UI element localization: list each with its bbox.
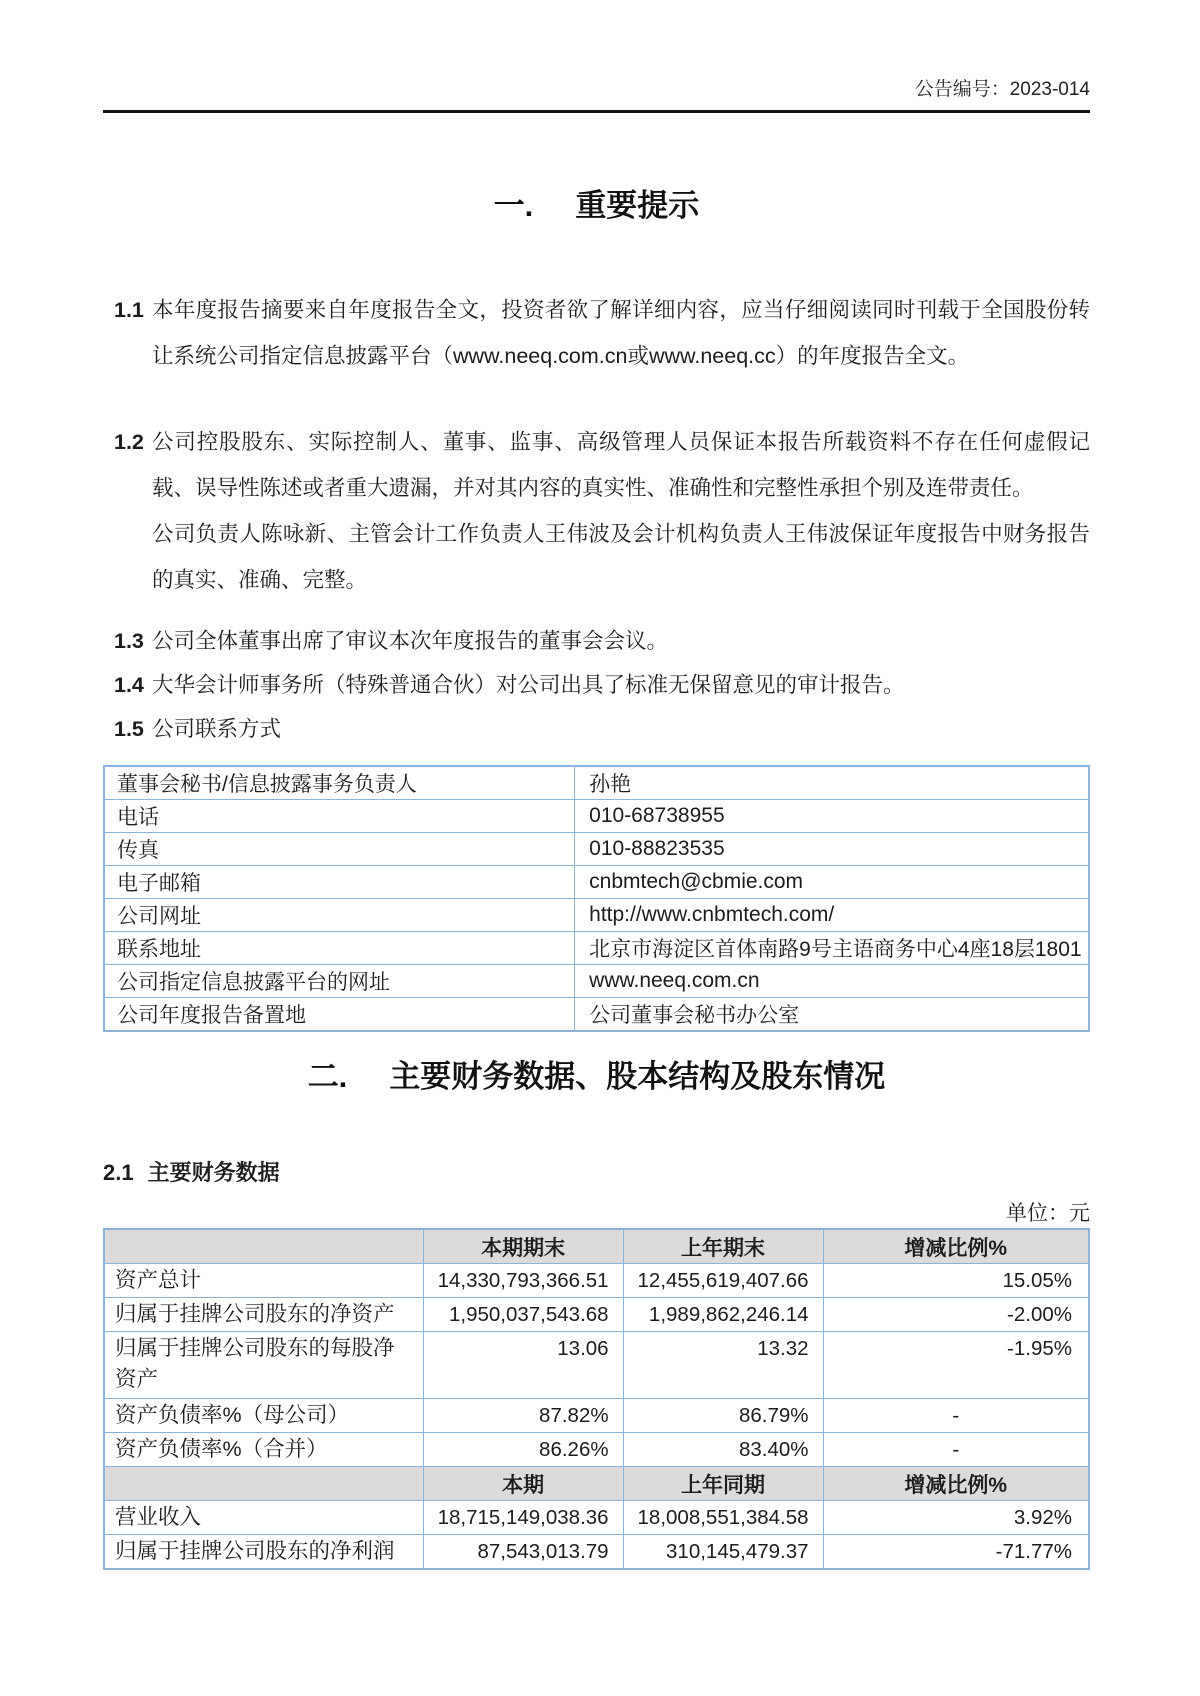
fin-row-net-assets-per-share [104,1332,1089,1399]
fin-header-row-period [104,1467,1089,1501]
item-body [152,663,1090,707]
section-2-heading-number: 二. [307,1059,348,1094]
contact-table [103,765,1090,1032]
fin-row-total-assets [104,1264,1089,1298]
fin-prior-value: 12,455,619,407.66 [623,1264,823,1298]
item-number: 1.4 [114,673,144,697]
fin-change-value: 15.05% [823,1264,1089,1298]
fin-current-value: 14,330,793,366.51 [423,1264,623,1298]
fin-change-value: - [823,1399,1089,1433]
item-paragraph: 大华会计师事务所（特殊普通合伙）对公司出具了标准无保留意见的审计报告。 [152,673,905,697]
fin-col-header-current-period: 本期 [423,1467,623,1501]
contact-value: 公司董事会秘书办公室 [575,998,1089,1032]
fin-row-label: 归属于挂牌公司股东的净资产 [104,1298,423,1332]
fin-row-label: 资产负债率%（母公司） [104,1399,423,1433]
fin-header-row-period-end [104,1229,1089,1264]
fin-col-header-prior-period: 上年同期 [623,1467,823,1501]
fin-change-value: - [823,1433,1089,1467]
contact-row [104,833,1089,866]
fin-change-value: -2.00% [823,1298,1089,1332]
contact-value: cnbmtech@cbmie.com [575,866,1089,899]
contact-row [104,800,1089,833]
notice-item-1-2 [103,419,1090,603]
subsection-title: 主要财务数据 [147,1160,280,1185]
section-2-heading-text: 主要财务数据、股本结构及股东情况 [389,1059,886,1094]
fin-current-value: 18,715,149,038.36 [423,1501,623,1535]
fin-current-value: 87.82% [423,1399,623,1433]
contact-value: 孙艳 [575,766,1089,800]
fin-prior-value: 310,145,479.37 [623,1535,823,1570]
item-paragraph: 本年度报告摘要来自年度报告全文，投资者欲了解详细内容，应当仔细阅读同时刊载于全国股份转让系统公司指定信息披露平台（www.neeq.com.cn或www.neeq.cc）的年度报告全文。 [152,298,1090,368]
fin-col-header-change-pct: 增减比例% [823,1467,1089,1501]
subsection-number: 2.1 [103,1160,134,1185]
fin-col-header-blank [104,1467,423,1501]
contact-label: 联系地址 [104,932,575,965]
item-number: 1.3 [114,629,144,653]
contact-row [104,932,1089,965]
contact-row [104,965,1089,998]
fin-prior-value: 86.79% [623,1399,823,1433]
contact-value: http://www.cnbmtech.com/ [575,899,1089,932]
fin-current-value: 87,543,013.79 [423,1535,623,1570]
fin-prior-value: 1,989,862,246.14 [623,1298,823,1332]
fin-current-value: 86.26% [423,1433,623,1467]
contact-row [104,899,1089,932]
item-body [152,619,1090,663]
fin-row-operating-revenue [104,1501,1089,1535]
contact-label: 董事会秘书/信息披露事务负责人 [104,766,575,800]
contact-label: 电子邮箱 [104,866,575,899]
fin-row-net-assets [104,1298,1089,1332]
fin-row-label: 资产负债率%（合并） [104,1433,423,1467]
contact-value: www.neeq.com.cn [575,965,1089,998]
fin-current-value: 1,950,037,543.68 [423,1298,623,1332]
section-1-heading [103,183,1090,229]
header-rule [103,110,1090,113]
contact-label: 公司指定信息披露平台的网址 [104,965,575,998]
subsection-2-1-heading [103,1158,1090,1188]
doc-number: 公告编号：2023-014 [914,79,1090,100]
fin-row-debt-ratio-parent [104,1399,1089,1433]
unit-label: 单位：元 [1006,1202,1090,1225]
item-body [152,707,1090,751]
contact-value: 北京市海淀区首体南路9号主语商务中心4座18层1801 [575,932,1089,965]
fin-prior-value: 18,008,551,384.58 [623,1501,823,1535]
contact-label: 传真 [104,833,575,866]
contact-value: 010-68738955 [575,800,1089,833]
item-number: 1.2 [114,430,144,454]
notice-item-1-4 [103,663,1090,707]
fin-col-header-blank [104,1229,423,1264]
contact-value: 010-88823535 [575,833,1089,866]
fin-change-value: -1.95% [823,1332,1089,1399]
item-number: 1.1 [114,298,144,322]
contact-label: 公司网址 [104,899,575,932]
notice-item-1-5 [103,707,1090,751]
item-paragraph: 公司控股股东、实际控制人、董事、监事、高级管理人员保证本报告所载资料不存在任何虚假记载、误导性陈述或者重大遗漏，并对其内容的真实性、准确性和完整性承担个别及连带责任。 [152,430,1090,500]
fin-row-label: 资产总计 [104,1264,423,1298]
fin-prior-value: 83.40% [623,1433,823,1467]
section-1-heading-number: 一. [493,188,534,223]
fin-row-label: 归属于挂牌公司股东的净利润 [104,1535,423,1570]
contact-row [104,866,1089,899]
fin-prior-value: 13.32 [623,1332,823,1399]
notice-item-1-3 [103,619,1090,663]
notice-item-1-1 [103,287,1090,379]
item-paragraph: 公司负责人陈咏新、主管会计工作负责人王伟波及会计机构负责人王伟波保证年度报告中财务报告的真实、准确、完整。 [152,522,1090,592]
section-1-heading-text: 重要提示 [575,188,700,223]
section-2-heading [103,1054,1090,1100]
fin-col-header-prior-period-end: 上年期末 [623,1229,823,1264]
contact-label: 电话 [104,800,575,833]
fin-row-label: 归属于挂牌公司股东的每股净资产 [104,1332,423,1399]
contact-row [104,998,1089,1032]
fin-current-value: 13.06 [423,1332,623,1399]
item-body [152,287,1090,379]
fin-row-debt-ratio-consolidated [104,1433,1089,1467]
contact-label: 公司年度报告备置地 [104,998,575,1032]
fin-col-header-change-pct: 增减比例% [823,1229,1089,1264]
fin-row-net-profit [104,1535,1089,1570]
item-paragraph: 公司全体董事出席了审议本次年度报告的董事会会议。 [152,629,669,653]
item-body [152,419,1090,603]
fin-change-value: 3.92% [823,1501,1089,1535]
fin-row-label: 营业收入 [104,1501,423,1535]
financial-table [103,1228,1090,1570]
contact-row [104,766,1089,800]
item-paragraph: 公司联系方式 [152,717,282,741]
fin-col-header-current-period-end: 本期期末 [423,1229,623,1264]
item-number: 1.5 [114,717,144,741]
fin-change-value: -71.77% [823,1535,1089,1570]
